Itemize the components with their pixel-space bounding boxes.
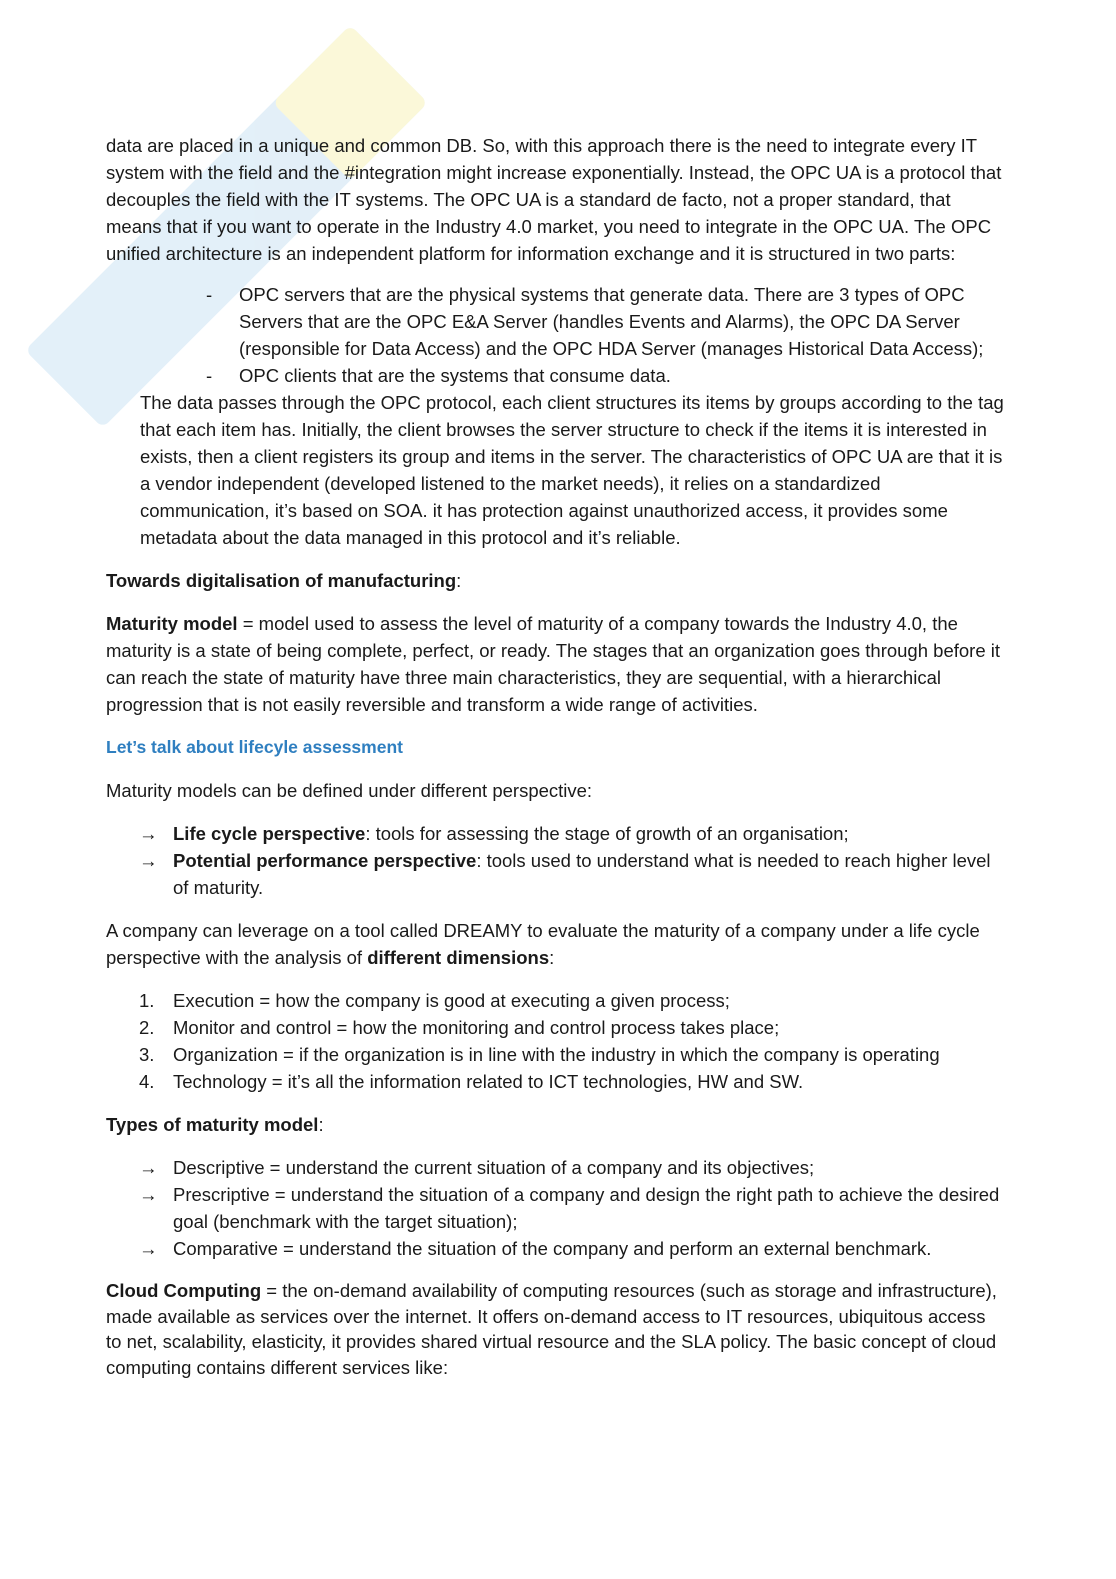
arrow-icon: → — [139, 1157, 158, 1178]
arrow-icon: → — [139, 823, 158, 844]
dash-marker: - — [206, 365, 213, 386]
arrow-icon: → — [139, 1184, 158, 1205]
list-item-text: OPC servers that are the physical systems that generate data. There are 3 types of OPC Servers that are the OPC E&A Server (handles Events and Alarms), the OPC DA Server (responsible for Data Access) and the OPC HDA Server (manages Historical Data Access); — [239, 284, 984, 359]
list-item: → Life cycle perspective: tools for assessing the stage of growth of an organisation; — [106, 820, 1006, 847]
list-item-text: OPC clients that are the systems that consume data. — [239, 365, 671, 386]
list-item: 1. Execution = how the company is good at executing a given process; — [139, 990, 730, 1011]
opc-parts-list — [106, 281, 1006, 389]
cloud-computing-term: Cloud Computing — [106, 1280, 262, 1301]
cloud-computing-paragraph: Cloud Computing = the on-demand availability of computing resources (such as storage and infrastructure), made available as services over the internet. It offers on-demand access to IT resources, ubiquitous access to net, scalability, elasticity, it provides shared virtual resource and the SLA policy. The basic concept of cloud computing contains different services like: — [106, 1280, 997, 1378]
digitalisation-heading: Towards digitalisation of manufacturing: — [106, 570, 462, 591]
dash-marker: - — [206, 284, 213, 305]
list-item: → Descriptive = understand the current situation of a company and its objectives; — [106, 1154, 1006, 1181]
list-item: → Prescriptive = understand the situation of a company and design the right path to achieve the desired goal (benchmark with the target situation); — [106, 1181, 1006, 1235]
document-page — [106, 132, 1006, 1380]
types-list — [106, 1154, 1006, 1262]
types-heading: Types of maturity model: — [106, 1114, 324, 1135]
list-item — [106, 281, 1006, 362]
lifecycle-subheading: Let’s talk about lifecyle assessment — [106, 737, 403, 757]
intro-paragraph: data are placed in a unique and common DB. So, with this approach there is the need to integrate every IT system with the field and the #integration might increase exponentially. Instead, the OPC UA is a protocol that decouples the field with the IT systems. The OPC UA is a standard de facto, not a proper standard, that means that if you want to operate in the Industry 4.0 market, you need to integrate in the OPC UA. The OPC unified architecture is an independent platform for information exchange and it is structured in two parts: — [106, 135, 1002, 264]
list-item: → Comparative = understand the situation of the company and perform an external benchmark. — [106, 1235, 1006, 1262]
list-item: 3. Organization = if the organization is in line with the industry in which the company is operating — [139, 1044, 940, 1065]
list-item — [106, 362, 1006, 389]
list-item: 2. Monitor and control = how the monitoring and control process takes place; — [139, 1017, 780, 1038]
list-item: 4. Technology = it’s all the information related to ICT technologies, HW and SW. — [139, 1071, 804, 1092]
perspective-intro: Maturity models can be defined under different perspective: — [106, 780, 593, 801]
dimensions-list — [106, 987, 1006, 1095]
arrow-icon: → — [139, 850, 158, 871]
perspective-list — [106, 820, 1006, 901]
maturity-model-term: Maturity model — [106, 613, 238, 634]
opc-followup-paragraph: The data passes through the OPC protocol, each client structures its items by groups according to the tag that each item has. Initially, the client browses the server structure to check if the items it is interested in exists, then a client registers its group and items in the server. The characteristics of OPC UA are that it is a vendor independent (developed listened to the market needs), it relies on a standardized communication, it’s based on SOA. it has protection against unauthorized access, it provides some metadata about the data managed in this protocol and it’s reliable. — [140, 392, 1004, 548]
arrow-icon: → — [139, 1238, 158, 1259]
maturity-model-paragraph: Maturity model = model used to assess the level of maturity of a company towards the Industry 4.0, the maturity is a state of being complete, perfect, or ready. The stages that an organization goes through before it can reach the state of maturity have three main characteristics, they are sequential, with a hierarchical progression that is not easily reversible and transform a wide range of activities. — [106, 613, 1000, 715]
list-item: → Potential performance perspective: tools used to understand what is needed to reach higher level of maturity. — [106, 847, 1006, 901]
dreamy-paragraph: A company can leverage on a tool called DREAMY to evaluate the maturity of a company under a life cycle perspective with the analysis of different dimensions: — [106, 920, 980, 968]
